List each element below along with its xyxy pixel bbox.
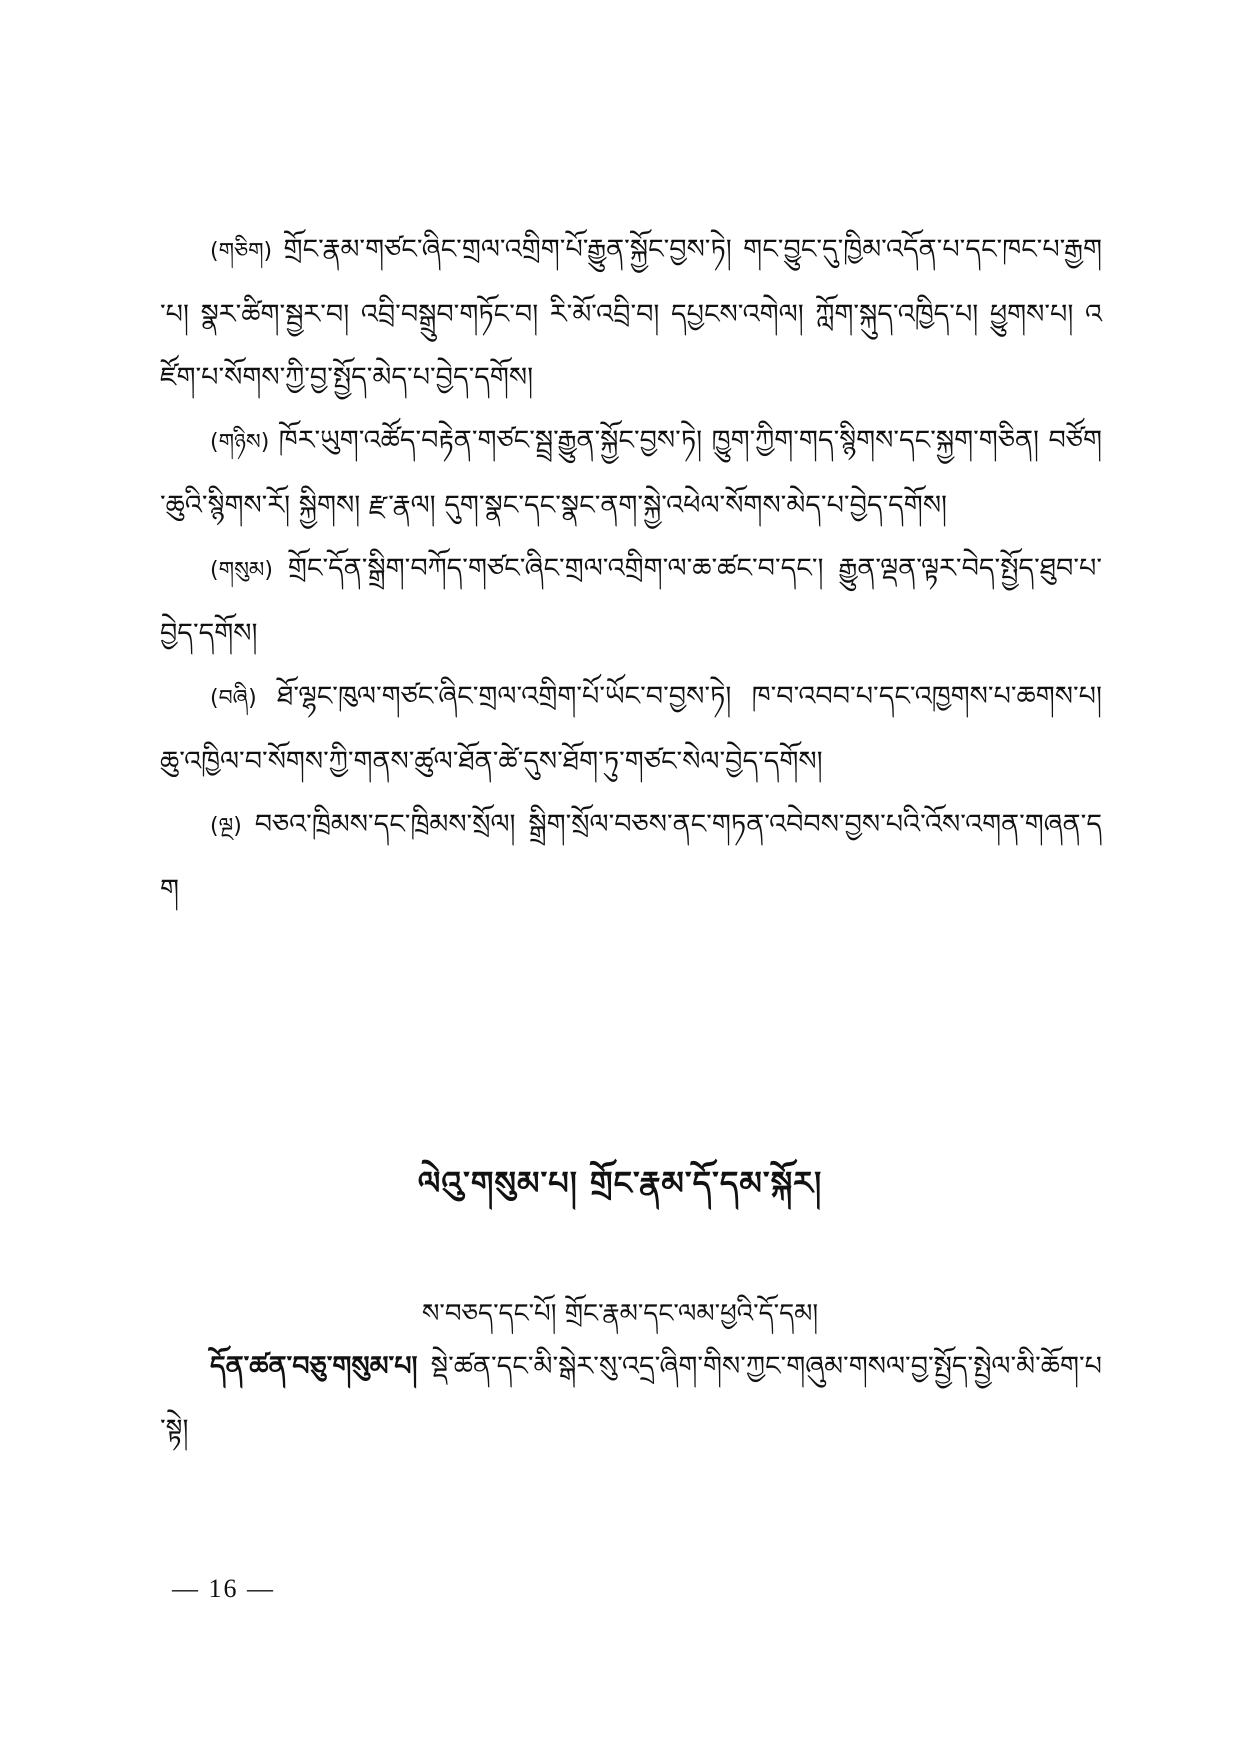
page-number: — 16 — bbox=[172, 1574, 275, 1603]
article-paragraph bbox=[160, 1335, 1102, 1461]
section-title: ས་བཅད་དང་པོ། གྲོང་རྣམ་དང་ལམ་ཕྱའི་དོ་དམ། bbox=[421, 1299, 819, 1329]
paragraph-text: གྲོང་རྣམ་གཙང་ཞིང་གྲལ་འགྲིག་པོ་རྒྱུན་སྐྱོང་བྱས་ཏེ། གང་བྱུང་དུ་ཁྱིམ་འདོན་པ་དང་ཁང་པ་རྒྱག་པ། སྣར་ཚིག་སྦྱར་བ། འབྲི་བསྒྲུབ་གཏོང་བ། རི་མོ་འབྲི་བ། དཔྱངས་འགེལ། ཀློག་སྐུད་འཁྱིད་པ། ཕྱུགས་པ། འཛོག་པ་སོགས་ཀྱི་བྱ་སྤྱོད་མེད་པ་བྱེད་དགོས། bbox=[160, 234, 1102, 393]
paragraph-1 bbox=[160, 218, 1102, 409]
article-label: དོན་ཚན་བཅུ་གསུམ་པ། bbox=[210, 1351, 418, 1382]
item-number: (གཉིས) bbox=[210, 430, 270, 455]
paragraph-3 bbox=[160, 537, 1102, 665]
paragraph-text: ཐོ་ལྷང་ཁུལ་གཙང་ཞིང་གྲལ་འགྲིག་པོ་ཡོང་བ་བྱས་ཏེ། ཁ་བ་འབབ་པ་དང་འཁྱགས་པ་ཆགས་པ། ཆུ་འཁྱིལ་བ་སོགས་ཀྱི་གནས་ཚུལ་ཐོན་ཚེ་དུས་ཐོག་ཏུ་གཙང་སེལ་བྱེད་དགོས། bbox=[160, 681, 1102, 777]
item-number: (བཞི) bbox=[210, 686, 257, 711]
chapter-title: ལེའུ་གསུམ་པ། གྲོང་རྣམ་དོ་དམ་སྐོར། bbox=[417, 1164, 823, 1202]
body-text bbox=[160, 218, 1102, 921]
paragraph-5 bbox=[160, 793, 1102, 921]
article-text: སྡེ་ཚན་དང་མི་སྒེར་སུ་འདྲ་ཞིག་གིས་ཀྱང་གཞུམ་གསལ་བྱ་སྤྱོད་སྤྱེལ་མི་ཆོག་པ་སྟེ། bbox=[160, 1351, 1102, 1445]
paragraph-2 bbox=[160, 409, 1102, 537]
item-number: (གཅིག) bbox=[210, 239, 273, 264]
paragraph-text: ཁོར་ཡུག་འཚོད་བརྟེན་གཙང་སྦྲ་རྒྱུན་སྐྱོང་བྱས་ཏེ། ཁྱུག་ཀྱིག་གད་སྙིགས་དང་སྐྱག་གཅིན། བཙོག་ཆུའི་སྙིགས་རོ། སྐྱིགས། རྫ་རྣལ། དུག་སྣང་དང་སྣང་ནག་སྐྱེ་འཕེལ་སོགས་མེད་པ་བྱེད་དགོས། bbox=[160, 425, 1102, 521]
paragraph-text: གྲོང་དོན་སྒྲིག་བཀོད་གཙང་ཞིང་གྲལ་འགྲིག་ལ་ཆ་ཚང་བ་དང་། རྒྱུན་ལྡན་ལྟར་བེད་སྤྱོད་ཐུབ་པ་བྱེད་དགོས། bbox=[160, 553, 1102, 649]
paragraph-text: བཅའ་ཁྲིམས་དང་ཁྲིམས་སྲོལ། སྒྲིག་སྲོལ་བཅས་ནང་གཏན་འབེབས་བྱས་པའི་འོས་འགན་གཞན་དག bbox=[160, 809, 1102, 905]
paragraph-4 bbox=[160, 665, 1102, 793]
item-number: (ལྔ) bbox=[210, 814, 242, 839]
item-number: (གསུམ) bbox=[210, 558, 273, 583]
